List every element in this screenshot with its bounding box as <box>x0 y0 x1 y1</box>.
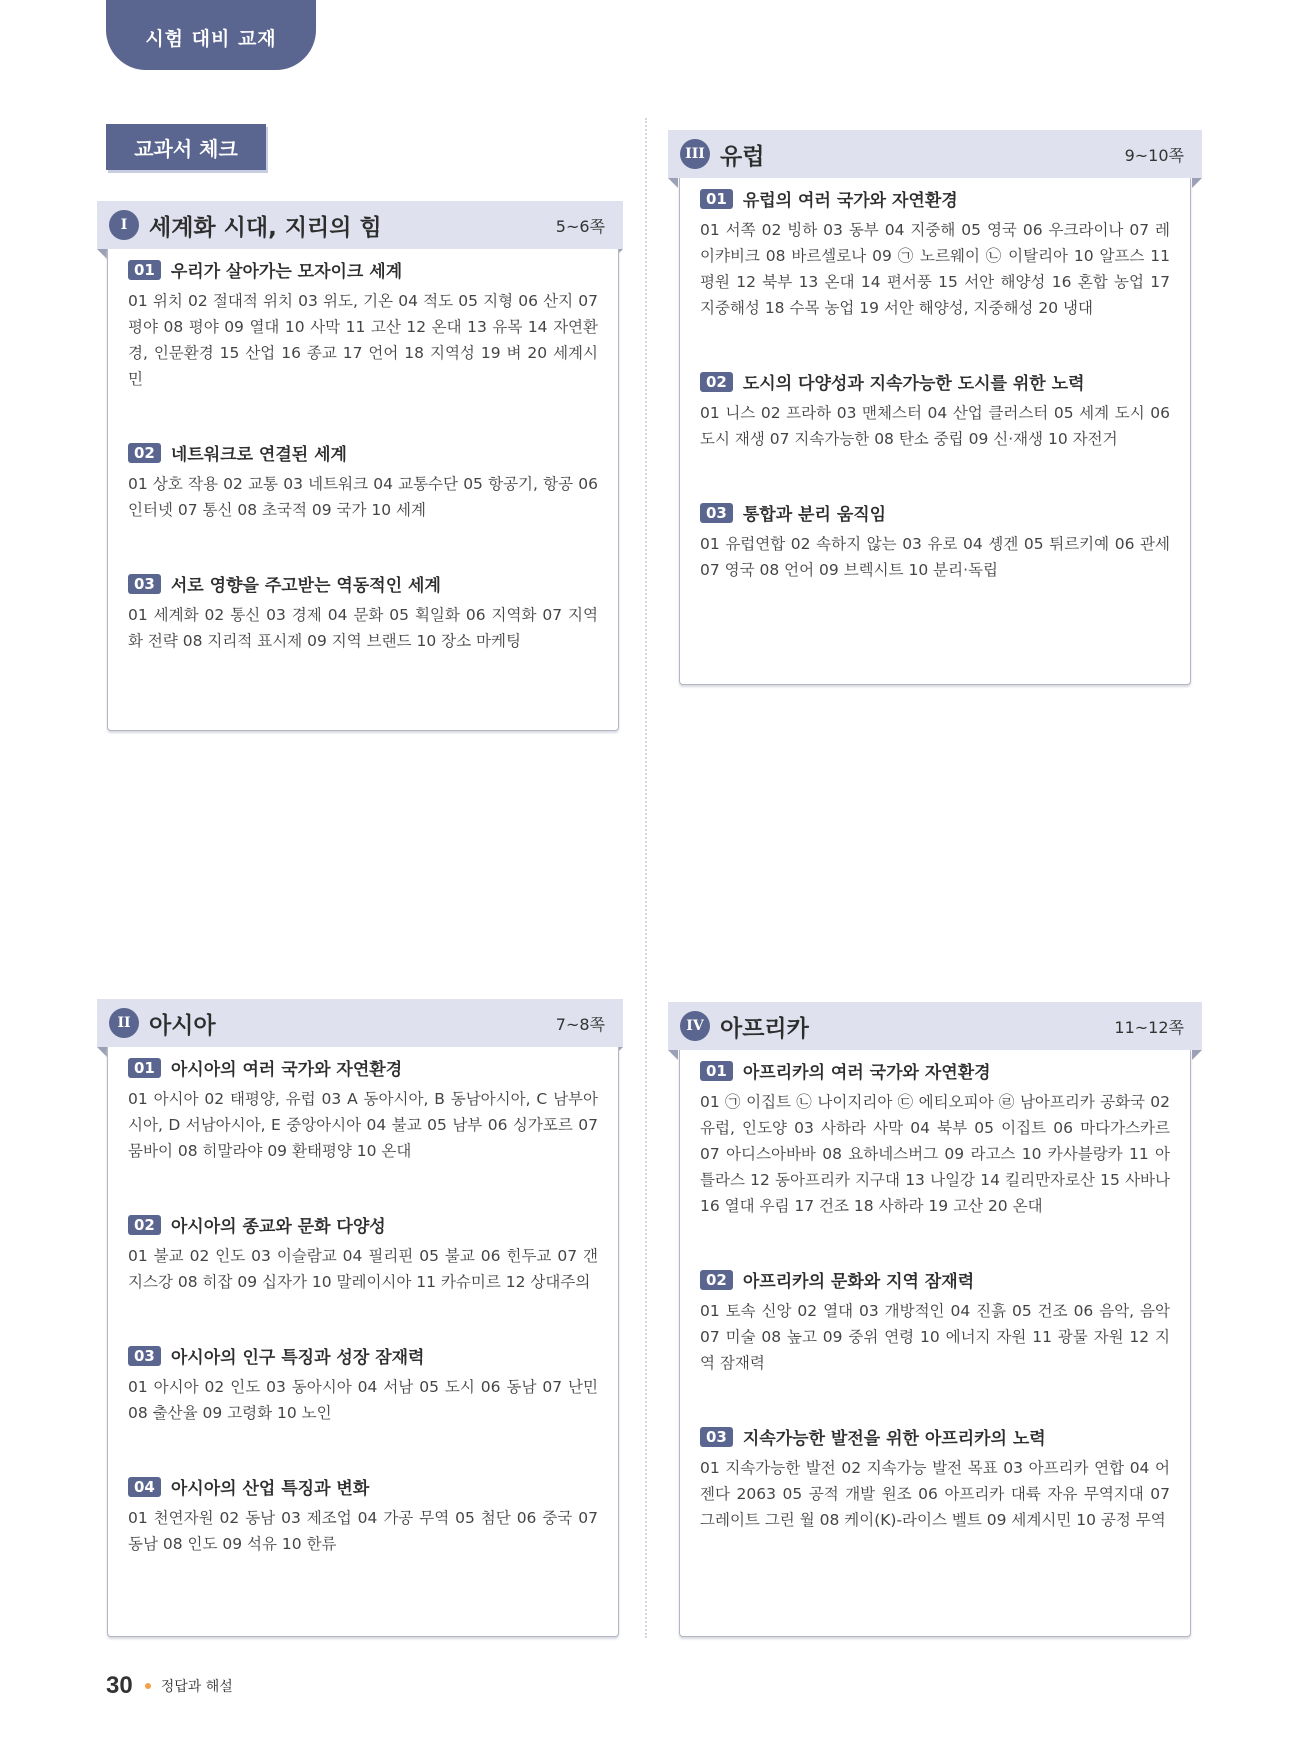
column-divider <box>645 118 647 1638</box>
exam-prep-tab: 시험 대비 교재 <box>106 0 316 70</box>
section <box>128 1055 598 1164</box>
section-title: 아프리카의 여러 국가와 자연환경 <box>742 1063 991 1083</box>
textbook-check-label: 교과서 체크 <box>106 124 266 170</box>
section-number: 01 <box>128 260 161 280</box>
panel-2-header <box>97 999 623 1047</box>
page-footer <box>106 1672 233 1700</box>
answer-text: 01 위치 02 절대적 위치 03 위도, 기온 04 적도 05 지형 06 산지 07 평야 08 평야 09 열대 10 사막 11 고산 12 온대 13 유목 14 자연환경, 인문환경 15 산업 16 종교 17 언어 18 지역성 19 벼 20 세계시민 <box>128 292 598 388</box>
section-title: 통합과 분리 움직임 <box>742 505 887 525</box>
answer-text: 01 천연자원 02 동남 03 제조업 04 가공 무역 05 첨단 06 중국 07 동남 08 인도 09 석유 10 한류 <box>128 1509 598 1553</box>
panel-1-header <box>97 201 623 249</box>
panel-title: 아프리카 <box>720 1015 809 1042</box>
section-title: 아시아의 종교와 문화 다양성 <box>170 1217 386 1237</box>
footer-label: 정답과 해설 <box>160 1679 233 1695</box>
page-range: 5~6쪽 <box>555 216 605 236</box>
answer-text: 01 불교 02 인도 03 이슬람교 04 필리핀 05 불교 06 힌두교 07 갠지스강 08 히잡 09 십자가 10 말레이시아 11 카슈미르 12 상대주의 <box>128 1247 598 1291</box>
section-title: 우리가 살아가는 모자이크 세계 <box>170 262 403 282</box>
section-number: 02 <box>128 1215 161 1235</box>
section-number: 02 <box>128 443 161 463</box>
panel-4-header <box>668 1002 1202 1050</box>
panel-title: 유럽 <box>720 143 765 170</box>
section <box>700 500 1170 583</box>
section-number: 02 <box>700 1270 733 1290</box>
section <box>128 1474 598 1557</box>
answer-text: 01 상호 작용 02 교통 03 네트워크 04 교통수단 05 항공기, 항공 06 인터넷 07 통신 08 초국적 09 국가 10 세계 <box>128 475 598 519</box>
section <box>700 186 1170 321</box>
section-number: 03 <box>700 1427 733 1447</box>
section <box>700 369 1170 452</box>
answer-text: 01 유럽연합 02 속하지 않는 03 유로 04 솅겐 05 튀르키예 06 관세 07 영국 08 언어 09 브렉시트 10 분리·독립 <box>700 535 1170 579</box>
answer-text: 01 서쪽 02 빙하 03 동부 04 지중해 05 영국 06 우크라이나 07 레이캬비크 08 바르셀로나 09 ㉠ 노르웨이 ㉡ 이탈리아 10 알프스 11 평원 12 북부 13 온대 14 편서풍 15 서안 해양성 16 혼합 농업 17 지중해성 18 수목 농업 19 서안 해양성, 지중해성 20 냉대 <box>700 221 1170 317</box>
section-title: 유럽의 여러 국가와 자연환경 <box>742 191 958 211</box>
section-title: 지속가능한 발전을 위한 아프리카의 노력 <box>742 1429 1046 1449</box>
section-number: 04 <box>128 1477 161 1497</box>
section-title: 아시아의 여러 국가와 자연환경 <box>170 1060 403 1080</box>
section <box>128 1343 598 1426</box>
section-number: 01 <box>700 189 733 209</box>
panel-4-body <box>679 1050 1191 1637</box>
section-number: 03 <box>128 1346 161 1366</box>
section-number: 01 <box>128 1058 161 1078</box>
page-range: 7~8쪽 <box>555 1014 605 1034</box>
section <box>128 571 598 654</box>
section <box>700 1424 1170 1533</box>
page-number: 30 <box>106 1672 133 1699</box>
section-title: 아시아의 산업 특징과 변화 <box>170 1479 370 1499</box>
answer-text: 01 아시아 02 태평양, 유럽 03 A 동아시아, B 동남아시아, C 남부아시아, D 서남아시아, E 중앙아시아 04 불교 05 남부 06 싱가포르 07 뭄바이 08 히말라야 09 환태평양 10 온대 <box>128 1090 598 1160</box>
numeral-badge: III <box>680 139 710 169</box>
section <box>128 257 598 392</box>
section-title: 아시아의 인구 특징과 성장 잠재력 <box>170 1348 425 1368</box>
section <box>700 1267 1170 1376</box>
answer-text: 01 지속가능한 발전 02 지속가능 발전 목표 03 아프리카 연합 04 어젠다 2063 05 공적 개발 원조 06 아프리카 대륙 자유 무역지대 07 그레이트 그린 월 08 케이(K)-라이스 벨트 09 세계시민 10 공정 무역 <box>700 1459 1170 1529</box>
panel-1-body <box>107 249 619 731</box>
section-title: 네트워크로 연결된 세계 <box>170 445 347 465</box>
answer-text: 01 니스 02 프라하 03 맨체스터 04 산업 클러스터 05 세계 도시 06 도시 재생 07 지속가능한 08 탄소 중립 09 신·재생 10 자전거 <box>700 404 1170 448</box>
section-title: 도시의 다양성과 지속가능한 도시를 위한 노력 <box>742 374 1085 394</box>
section <box>128 1212 598 1295</box>
section-number: 03 <box>700 503 733 523</box>
panel-2-body <box>107 1047 619 1637</box>
answer-text: 01 아시아 02 인도 03 동아시아 04 서남 05 도시 06 동남 07 난민 08 출산율 09 고령화 10 노인 <box>128 1378 598 1422</box>
panel-3-body <box>679 178 1191 685</box>
panel-title: 세계화 시대, 지리의 힘 <box>149 214 382 241</box>
section-title: 서로 영향을 주고받는 역동적인 세계 <box>170 576 441 596</box>
answer-text: 01 세계화 02 통신 03 경제 04 문화 05 획일화 06 지역화 07 지역화 전략 08 지리적 표시제 09 지역 브랜드 10 장소 마케팅 <box>128 606 598 650</box>
page-range: 11~12쪽 <box>1114 1017 1184 1037</box>
numeral-badge: IV <box>680 1011 710 1041</box>
numeral-badge: II <box>109 1008 139 1038</box>
answer-text: 01 ㉠ 이집트 ㉡ 나이지리아 ㉢ 에티오피아 ㉣ 남아프리카 공화국 02 유럽, 인도양 03 사하라 사막 04 북부 05 이집트 06 마다가스카르 07 아디스아바바 08 요하네스버그 09 라고스 10 카사블랑카 11 아틀라스 12 동아프리카 지구대 13 나일강 14 킬리만자로산 15 사바나 16 열대 우림 17 건조 18 사하라 19 고산 20 온대 <box>700 1093 1170 1215</box>
numeral-badge: I <box>109 210 139 240</box>
panel-title: 아시아 <box>149 1012 216 1039</box>
section <box>128 440 598 523</box>
section-number: 02 <box>700 372 733 392</box>
page-range: 9~10쪽 <box>1124 145 1184 165</box>
section-title: 아프리카의 문화와 지역 잠재력 <box>742 1272 975 1292</box>
answer-text: 01 토속 신앙 02 열대 03 개방적인 04 진흙 05 건조 06 음악, 음악 07 미술 08 높고 09 중위 연령 10 에너지 자원 11 광물 자원 12 지역 잠재력 <box>700 1302 1170 1372</box>
section <box>700 1058 1170 1219</box>
bullet-dot-icon <box>145 1683 151 1689</box>
panel-3-header <box>668 130 1202 178</box>
section-number: 03 <box>128 574 161 594</box>
section-number: 01 <box>700 1061 733 1081</box>
